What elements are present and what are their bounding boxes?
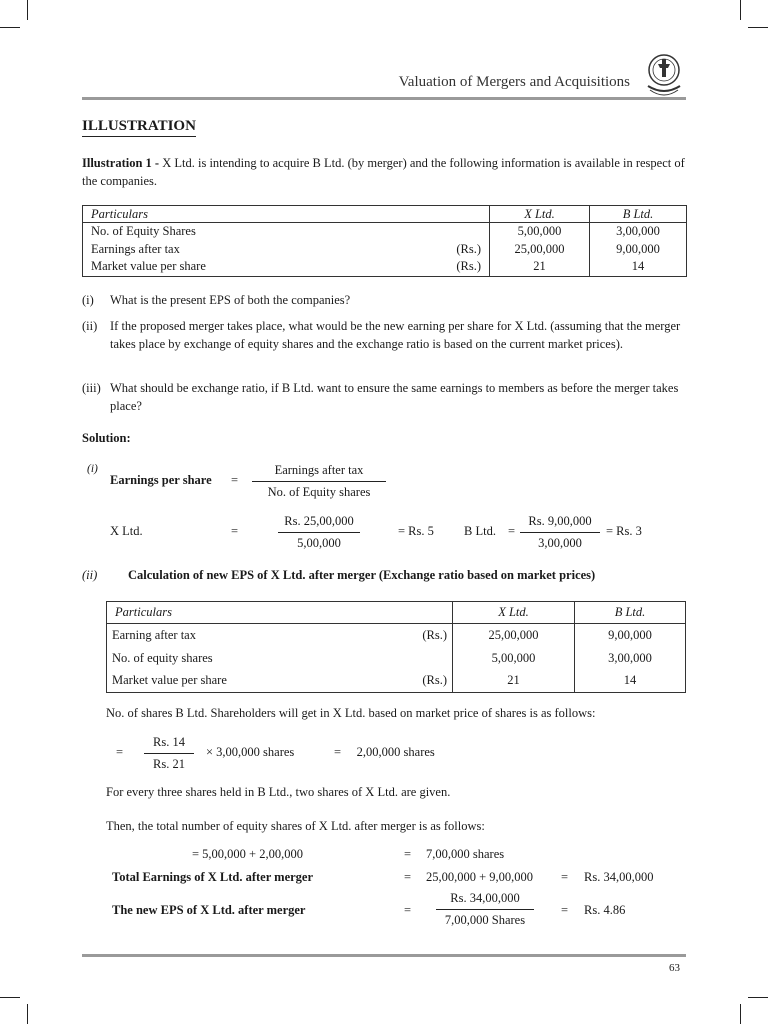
x-eps-fraction — [278, 514, 360, 551]
b-eps-numerator: Rs. 9,00,000 — [520, 514, 600, 533]
price-ratio-fraction — [144, 735, 194, 772]
shares-times: × 3,00,000 shares — [206, 745, 295, 759]
row-particular: No. of equity shares — [112, 650, 213, 665]
total-earnings-sum: 25,00,000 + 9,00,000 — [426, 870, 534, 884]
institute-emblem-icon — [644, 48, 684, 104]
row-b-value: 14 — [631, 259, 645, 274]
new-eps-denominator: 7,00,000 Shares — [444, 913, 526, 927]
new-eps-result: Rs. 4.86 — [584, 903, 626, 917]
total-earnings-label: Total Earnings of X Ltd. after merger — [112, 870, 314, 884]
table-row — [107, 624, 686, 693]
part-i-index: (i) — [87, 463, 98, 475]
eps-formula — [252, 463, 386, 500]
b-eps-result: = Rs. 3 — [606, 524, 642, 538]
eps-label: Earnings per share — [110, 473, 212, 487]
row-b-value: 9,00,000 — [616, 241, 660, 256]
part-ii-index: (ii) — [82, 568, 98, 582]
row-particular: Earnings after tax — [91, 241, 180, 256]
crop-mark — [740, 1004, 741, 1024]
total-shares-equals: = — [404, 847, 412, 861]
merger-data-table — [106, 601, 686, 693]
page-number: 63 — [669, 962, 680, 974]
illustration-label: Illustration 1 - — [82, 156, 163, 170]
x-eps-denominator: 5,00,000 — [297, 536, 341, 550]
question-text: What is the present EPS of both the companies? — [110, 293, 351, 307]
header-rule — [82, 97, 686, 100]
footer-rule — [82, 954, 686, 957]
crop-mark — [740, 0, 741, 20]
new-eps-numerator: Rs. 34,00,000 — [436, 891, 534, 910]
question-item — [82, 291, 688, 309]
question-index: (ii) — [82, 319, 98, 333]
question-text: If the proposed merger takes place, what would be the new earning per share for X Ltd. (assuming that the merger takes place by exchange of equity shares and the exchange ratio is based on the current market prices). — [110, 319, 681, 351]
row-x-value: 21 — [507, 673, 520, 688]
shares-text: No. of shares B Ltd. Shareholders will get in X Ltd. based on market price of shares is as follows: — [106, 706, 596, 720]
row-unit: (Rs.) — [456, 259, 481, 273]
crop-mark — [27, 0, 28, 20]
crop-mark — [27, 1004, 28, 1024]
eps-formula-denominator: No. of Equity shares — [267, 485, 371, 499]
crop-mark — [748, 27, 768, 28]
row-b-value: 14 — [623, 673, 637, 688]
eps-formula-numerator: Earnings after tax — [252, 463, 386, 482]
crop-mark — [0, 27, 20, 28]
total-earnings-result: Rs. 34,00,000 — [584, 870, 654, 884]
table-header-x: X Ltd. — [453, 602, 575, 624]
price-ratio-numerator: Rs. 14 — [144, 735, 194, 754]
total-shares-sum: = 5,00,000 + 2,00,000 — [192, 847, 303, 861]
table-header-particulars: Particulars — [83, 206, 490, 223]
row-unit: (Rs.) — [422, 673, 447, 687]
new-eps-label: The new EPS of X Ltd. after merger — [112, 903, 306, 917]
question-index: (iii) — [82, 381, 101, 395]
table-header-b: B Ltd. — [575, 602, 686, 624]
illustration-intro — [82, 154, 698, 190]
crop-mark — [748, 997, 768, 998]
table-header-particulars: Particulars — [107, 602, 453, 624]
table-header-b: B Ltd. — [590, 206, 687, 223]
solution-label: Solution: — [82, 431, 131, 445]
row-x-value: 21 — [533, 259, 546, 274]
section-heading: ILLUSTRATION — [82, 118, 196, 137]
b-ltd-label: B Ltd. — [464, 524, 496, 538]
shares-equals: = — [116, 745, 124, 759]
new-eps-equals: = — [404, 903, 412, 917]
crop-mark — [0, 997, 20, 998]
question-item — [82, 379, 688, 415]
new-eps-fraction — [436, 891, 534, 928]
row-b-value: 3,00,000 — [608, 650, 652, 665]
row-particular: Market value per share — [112, 673, 227, 687]
b-eps-fraction — [520, 514, 600, 551]
total-earnings-equals-2: = — [561, 870, 569, 884]
table-header-x: X Ltd. — [490, 206, 590, 223]
row-b-value: 3,00,000 — [616, 224, 660, 239]
row-x-value: 25,00,000 — [514, 241, 565, 256]
every-three-text: For every three shares held in B Ltd., two shares of X Ltd. are given. — [106, 785, 451, 799]
then-text: Then, the total number of equity shares of X Ltd. after merger is as follows: — [106, 819, 485, 833]
row-particular: Earning after tax — [112, 628, 196, 642]
illustration-text: X Ltd. is intending to acquire B Ltd. (by merger) and the following information is available in respect of the companies. — [82, 156, 685, 188]
row-unit: (Rs.) — [422, 628, 447, 642]
table-row — [83, 223, 687, 277]
part-ii-heading: Calculation of new EPS of X Ltd. after merger (Exchange ratio based on market prices) — [128, 568, 596, 582]
row-particular: No. of Equity Shares — [91, 224, 196, 238]
row-x-value: 5,00,000 — [491, 650, 536, 665]
b-eps-denominator: 3,00,000 — [538, 536, 582, 550]
row-b-value: 9,00,000 — [608, 628, 652, 643]
question-item — [82, 317, 688, 371]
x-ltd-equals: = — [231, 524, 239, 538]
new-eps-equals-2: = — [561, 903, 569, 917]
row-x-value: 25,00,000 — [488, 628, 539, 643]
x-eps-result: = Rs. 5 — [398, 524, 434, 538]
question-index: (i) — [82, 293, 94, 307]
question-text: What should be exchange ratio, if B Ltd. want to ensure the same earnings to members as before the merger takes place? — [110, 381, 679, 413]
price-ratio-denominator: Rs. 21 — [153, 757, 185, 771]
b-ltd-equals: = — [508, 524, 516, 538]
total-earnings-equals: = — [404, 870, 412, 884]
shares-result: = 2,00,000 shares — [334, 745, 435, 759]
x-eps-numerator: Rs. 25,00,000 — [278, 514, 360, 533]
row-x-value: 5,00,000 — [517, 224, 562, 239]
company-data-table — [82, 205, 687, 277]
x-ltd-label: X Ltd. — [110, 524, 143, 538]
row-unit: (Rs.) — [456, 241, 481, 256]
total-shares-result: 7,00,000 shares — [426, 847, 505, 861]
row-particular: Market value per share — [91, 259, 206, 273]
eps-equals: = — [231, 473, 239, 487]
running-header-title: Valuation of Mergers and Acquisitions — [398, 74, 630, 90]
